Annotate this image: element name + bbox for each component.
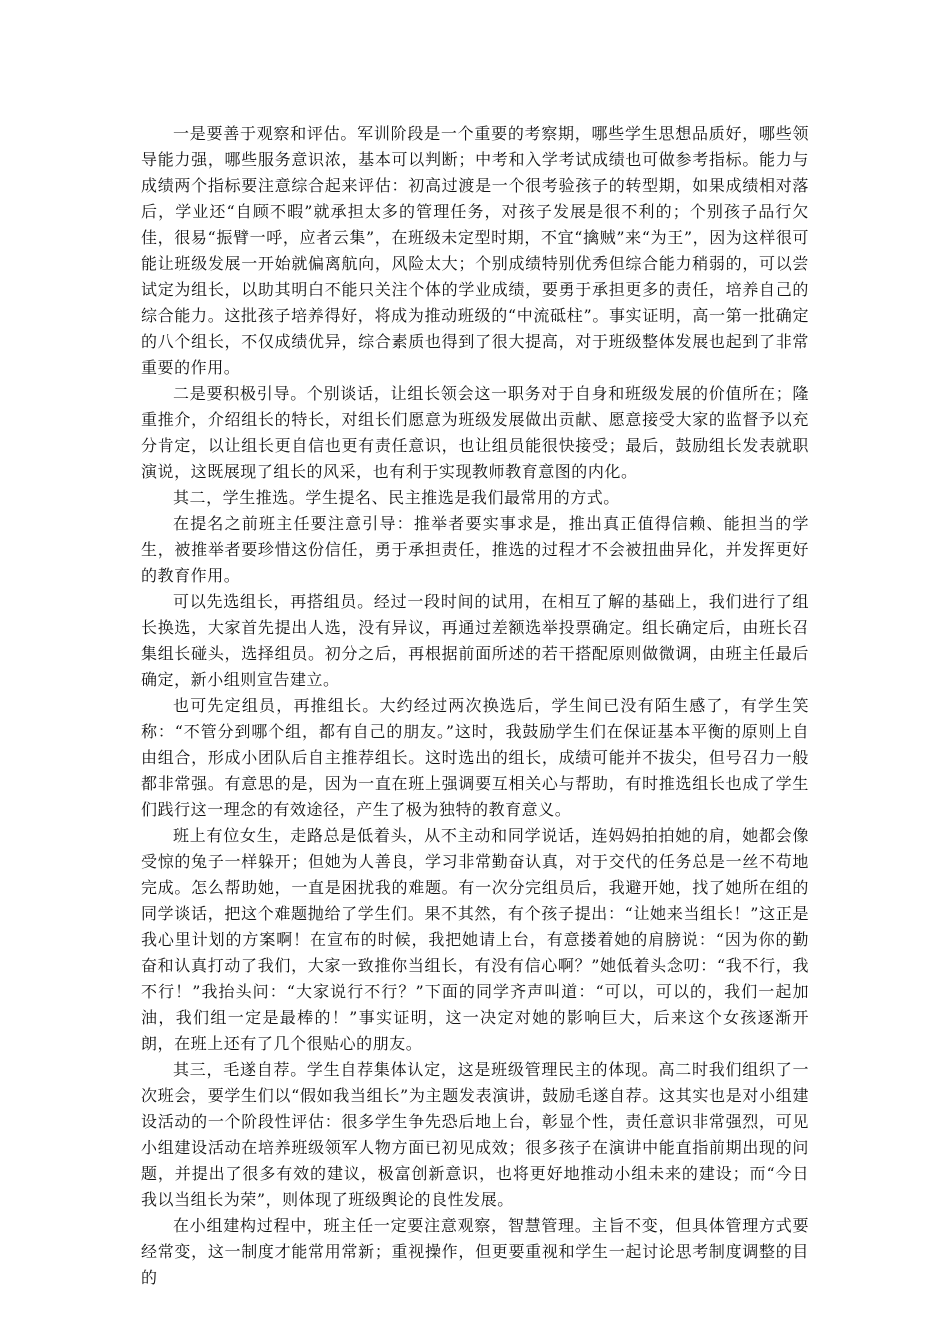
document-page — [141, 121, 809, 1291]
paragraph-active-guidance: 二是要积极引导。个别谈话，让组长领会这一职务对于自身和班级发展的价值所在；隆重推介，介绍组长的特长，对组长们愿意为班级发展做出贡献、愿意接受大家的监督予以充分肯定，以让组长更自信也更有责任意识，也让组员能很快接受；最后，鼓励组长发表就职演说，这既展现了组长的风采，也有利于实现教师教育意图的内化。 — [141, 384, 809, 481]
paragraph-student-election: 其二，学生推选。学生提名、民主推选是我们最常用的方式。 — [173, 488, 620, 507]
paragraph-nomination-guidance: 在提名之前班主任要注意引导：推举者要实事求是，推出真正值得信赖、能担当的学生，被推举者要珍惜这份信任，勇于承担责任，推选的过程才不会被扭曲异化，并发挥更好的教育作用。 — [141, 514, 809, 585]
paragraph-observe-evaluate: 一是要善于观察和评估。军训阶段是一个重要的考察期，哪些学生思想品质好，哪些领导能力强，哪些服务意识浓，基本可以判断；中考和入学考试成绩也可做参考指标。能力与成绩两个指标要注意综合起来评估：初高过渡是一个很考验孩子的转型期，如果成绩相对落后，学业还“自顾不暇”就承担太多的管理任务，对孩子发展是很不利的；个别孩子品行欠佳，很易“振臂一呼，应者云集”，在班级未定型时期，不宜“擒贼”来“为王”，因为这样很可能让班级发展一开始就偏离航向，风险太大；个别成绩特别优秀但综合能力稍弱的，可以尝试定为组长，以助其明白不能只关注个体的学业成绩，要勇于承担更多的责任，培养自己的综合能力。这批孩子培养得好，将成为推动班级的“中流砥柱”。事实证明，高一第一批确定的八个组长，不仅成绩优异，综合素质也得到了很大提高，对于班级整体发展也起到了非常重要的作用。 — [141, 124, 809, 377]
paragraph-members-first: 也可先定组员，再推组长。大约经过两次换选后，学生间已没有陌生感了，有学生笑称：“不管分到哪个组，都有自己的朋友。”这时，我鼓励学生们在保证基本平衡的原则上自由组合，形成小团队后自主推荐组长。这时选出的组长，成绩可能并不拔尖，但号召力一般都非常强。有意思的是，因为一直在班上强调要互相关心与帮助，有时推选组长也成了学生们践行这一理念的有效途径，产生了极为独特的教育意义。 — [141, 696, 809, 819]
paragraph-leader-first: 可以先选组长，再搭组员。经过一段时间的试用，在相互了解的基础上，我们进行了组长换选，大家首先提出人选，没有异议，再通过差额选举投票确定。组长确定后，由班长召集组长碰头，选择组员。初分之后，再根据前面所述的若干搭配原则做微调，由班主任最后确定，新小组则宣告建立。 — [141, 592, 809, 689]
paragraph-self-recommendation: 其三，毛遂自荐。学生自荐集体认定，这是班级管理民主的体现。高二时我们组织了一次班会，要学生们以“假如我当组长”为主题发表演讲，鼓励毛遂自荐。这其实也是对小组建设活动的一个阶段性评估：很多学生争先恐后地上台，彰显个性，责任意识非常强烈，可见小组建设活动在培养班级领军人物方面已初见成效；很多孩子在演讲中能直指前期出现的问题，并提出了很多有效的建议，极富创新意识，也将更好地推动小组未来的建设；而“今日我以当组长为荣”，则体现了班级舆论的良性发展。 — [141, 1060, 809, 1209]
paragraph-smart-management: 在小组建构过程中，班主任一定要注意观察，智慧管理。主旨不变，但具体管理方式要经常变，这一制度才能常用常新；重视操作，但更要重视和学生一起讨论思考制度调整的目的 — [141, 1216, 809, 1287]
paragraph-shy-girl-story: 班上有位女生，走路总是低着头，从不主动和同学说话，连妈妈拍拍她的肩，她都会像受惊的兔子一样躲开；但她为人善良，学习非常勤奋认真，对于交代的任务总是一丝不苟地完成。怎么帮助她，一直是困扰我的难题。有一次分完组员后，我避开她，找了她所在组的同学谈话，把这个难题抛给了学生们。果不其然，有个孩子提出：“让她来当组长！”这正是我心里计划的方案啊！在宣布的时候，我把她请上台，有意搂着她的肩膀说：“因为你的勤奋和认真打动了我们，大家一致推你当组长，有没有信心啊？”她低着头念叨：“我不行，我不行！”我抬头问：“大家说行不行？”下面的同学齐声叫道：“可以，可以的，我们一起加油，我们组一定是最棒的！”事实证明，这一决定对她的影响巨大，后来这个女孩逐渐开朗，在班上还有了几个很贴心的朋友。 — [141, 826, 809, 1053]
